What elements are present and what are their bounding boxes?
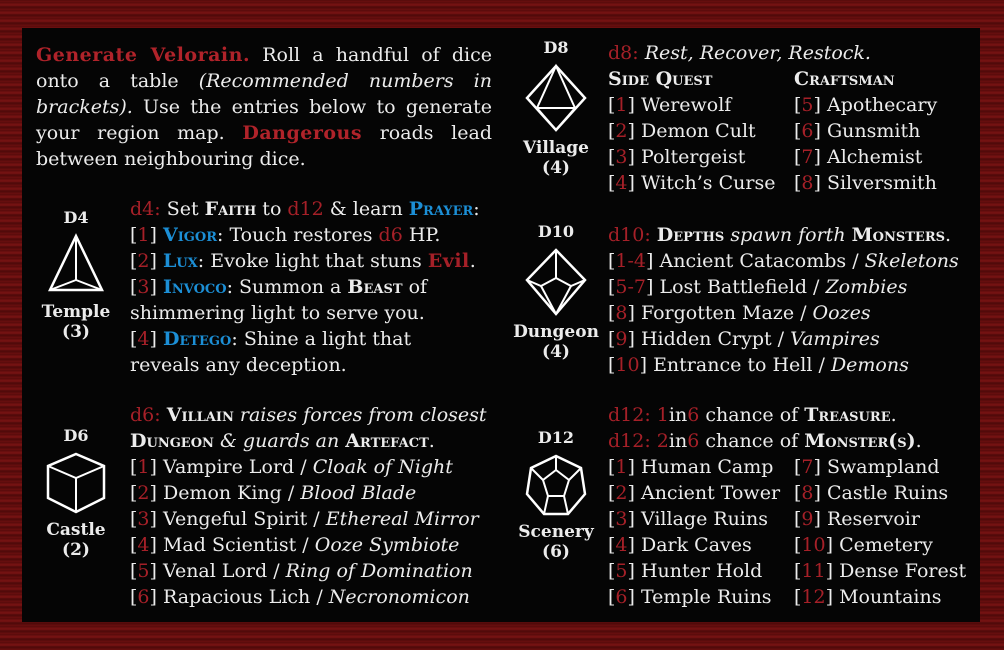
item-text: Ancient Catacombs / — [659, 250, 865, 272]
d4-heading-text: & learn — [323, 198, 409, 220]
item-number: 6 — [137, 586, 150, 608]
d12-label: Scenery — [518, 522, 594, 542]
d4-heading-text: Set — [160, 198, 205, 220]
d10-label: Dungeon — [513, 322, 599, 342]
d12-heading-text: chance of — [699, 404, 805, 426]
item-text: Lost Battlefield / — [659, 276, 826, 298]
d6-icon — [44, 450, 108, 516]
d8-heading-code: d8: — [608, 42, 639, 64]
d12-heading-n: 2 — [656, 430, 669, 452]
item-number: 2 — [615, 482, 628, 504]
intro-title: Generate Velorain. — [36, 44, 251, 66]
d10-item: [8] Forgotten Maze / Oozes — [608, 302, 871, 324]
d10-section — [608, 222, 974, 378]
item-text: : Shine a light that — [231, 328, 412, 350]
d12-heading-text: in — [668, 404, 688, 426]
d12-item: [12] Mountains — [794, 586, 942, 608]
d8-item: [2] Demon Cult — [608, 120, 756, 142]
item-number: 3 — [615, 508, 628, 530]
item-text-italic: Zombies — [825, 276, 908, 298]
d12-heading-m: 6 — [687, 430, 700, 452]
d4-item: [3] Invoco: Summon a Beast of — [130, 276, 428, 298]
item-text-italic: Blood Blade — [300, 482, 417, 504]
item-text: Reservoir — [826, 508, 920, 530]
d12-code: D12 — [537, 428, 575, 447]
d8-section — [608, 40, 974, 196]
intro-paragraph — [36, 42, 492, 172]
item-text: Forgotten Maze / — [640, 302, 813, 324]
item-number: 2 — [137, 250, 150, 272]
side-quest-title: Side Quest — [608, 68, 713, 90]
d8-columns — [608, 66, 974, 196]
item-text: . — [469, 250, 476, 272]
d8-col-side-quest — [608, 66, 794, 196]
item-text-italic: Skeletons — [864, 250, 959, 272]
d8-item: [7] Alchemist — [794, 146, 923, 168]
monster-word: Monster(s) — [804, 430, 916, 452]
d6-item: [6] Rapacious Lich / Necronomicon — [130, 586, 470, 608]
d4-item-continued: shimmering light to serve you. — [130, 302, 425, 324]
prayer-name: Detego — [162, 328, 232, 350]
d12-heading-text: . — [915, 430, 922, 452]
item-number: 9 — [801, 508, 814, 530]
item-text: Silversmith — [826, 172, 937, 194]
monsters-word: Monsters — [851, 224, 946, 246]
item-number: 9 — [615, 328, 628, 350]
d12-item: [8] Castle Ruins — [794, 482, 949, 504]
d12-col-2 — [794, 454, 966, 610]
d8-item: [8] Silversmith — [794, 172, 937, 194]
item-text-italic: Ooze Symbiote — [314, 534, 460, 556]
d4-die — [34, 208, 118, 342]
d12-item: [1] Human Camp — [608, 456, 774, 478]
item-number: 12 — [801, 586, 826, 608]
item-number: 1 — [137, 224, 150, 246]
item-text: Ancient Tower — [640, 482, 781, 504]
item-text: HP. — [402, 224, 441, 246]
item-text: Castle Ruins — [826, 482, 949, 504]
d10-item: [1-4] Ancient Catacombs / Skeletons — [608, 250, 959, 272]
item-number: 5 — [137, 560, 150, 582]
item-text: Cemetery — [839, 534, 933, 556]
d6-heading — [130, 428, 496, 454]
item-number: 5-7 — [615, 276, 647, 298]
d12-heading-treasure — [608, 402, 974, 428]
item-text: Dense Forest — [839, 560, 967, 582]
item-number: 3 — [615, 146, 628, 168]
d4-item: [2] Lux: Evoke light that stuns Evil. — [130, 250, 476, 272]
item-text-italic: Cloak of Night — [312, 456, 453, 478]
d12-die — [510, 428, 602, 562]
item-text-italic: Vampires — [790, 328, 880, 350]
item-number: 7 — [801, 456, 814, 478]
item-highlight: d6 — [378, 224, 403, 246]
intro-text-italic: (Recommended numbers in brackets). — [36, 70, 492, 118]
item-number: 5 — [801, 94, 814, 116]
d6-heading-text: & guards an — [213, 430, 346, 452]
item-number: 1 — [615, 94, 628, 116]
item-text: Rapacious Lich / — [162, 586, 329, 608]
d10-code: D10 — [537, 222, 575, 241]
d8-count: (4) — [542, 158, 570, 178]
d8-item: [1] Werewolf — [608, 94, 732, 116]
item-number: 8 — [801, 482, 814, 504]
item-text-italic: Necronomicon — [328, 586, 470, 608]
d12-heading-monster — [608, 428, 974, 454]
craftsman-title: Craftsman — [794, 68, 895, 90]
item-number: 2 — [615, 120, 628, 142]
item-text: Vengeful Spirit / — [162, 508, 326, 530]
treasure-word: Treasure — [804, 404, 891, 426]
item-text: Poltergeist — [640, 146, 746, 168]
d12-item: [2] Ancient Tower — [608, 482, 781, 504]
item-text: Entrance to Hell / — [653, 354, 831, 376]
d6-item: [3] Vengeful Spirit / Ethereal Mirror — [130, 508, 479, 530]
item-text-italic: Ethereal Mirror — [325, 508, 479, 530]
dangerous-word: Dangerous — [242, 122, 363, 144]
d12-item: [6] Temple Ruins — [608, 586, 772, 608]
dungeon-word: Dungeon — [130, 430, 214, 452]
item-text: : Touch restores — [217, 224, 379, 246]
item-text: Gunsmith — [826, 120, 921, 142]
d12-section — [608, 402, 974, 610]
item-text: Human Camp — [640, 456, 774, 478]
item-number: 5 — [615, 560, 628, 582]
item-text: Mountains — [839, 586, 942, 608]
d10-heading-text: spawn forth — [724, 224, 852, 246]
d4-item-continued: reveals any deception. — [130, 354, 347, 376]
d12-item: [5] Hunter Hold — [608, 560, 763, 582]
d6-label: Castle — [46, 520, 106, 540]
d4-heading-code: d4: — [130, 198, 161, 220]
d10-item: [10] Entrance to Hell / Demons — [608, 354, 909, 376]
d6-item: [2] Demon King / Blood Blade — [130, 482, 417, 504]
item-text-italic: Demons — [830, 354, 909, 376]
d4-label: Temple — [41, 302, 111, 322]
d6-code: D6 — [63, 426, 89, 445]
d4-count: (3) — [62, 322, 90, 342]
prayer-name: Invoco — [162, 276, 227, 298]
d12-heading-code: d12: — [608, 404, 651, 426]
d6-item: [4] Mad Scientist / Ooze Symbiote — [130, 534, 460, 556]
d6-item: [5] Venal Lord / Ring of Domination — [130, 560, 473, 582]
item-number: 10 — [801, 534, 826, 556]
d12-col-1 — [608, 454, 794, 610]
d6-heading-code: d6: — [130, 404, 161, 426]
item-text: Apothecary — [826, 94, 938, 116]
item-text: : Summon a — [226, 276, 348, 298]
item-text-italic: Oozes — [812, 302, 871, 324]
item-number: 4 — [137, 328, 150, 350]
item-text: Demon Cult — [640, 120, 756, 142]
d12-heading-text: in — [668, 430, 688, 452]
item-number: 11 — [801, 560, 826, 582]
d12-item: [10] Cemetery — [794, 534, 933, 556]
d12-heading-code: d12: — [608, 430, 651, 452]
item-text: Dark Caves — [640, 534, 752, 556]
d4-heading-text: : — [473, 198, 480, 220]
d12-item: [11] Dense Forest — [794, 560, 967, 582]
item-highlight: Beast — [347, 276, 403, 298]
item-number: 4 — [615, 172, 628, 194]
item-text-italic: Ring of Domination — [285, 560, 473, 582]
d4-heading-text: to — [256, 198, 288, 220]
d10-heading-text: . — [945, 224, 952, 246]
d8-item: [6] Gunsmith — [794, 120, 921, 142]
artefact-word: Artefact — [345, 430, 429, 452]
item-number: 2 — [137, 482, 150, 504]
d6-die — [34, 426, 118, 560]
d8-label: Village — [523, 138, 589, 158]
item-highlight: Evil — [427, 250, 470, 272]
d6-count: (2) — [62, 540, 90, 560]
item-text: Witch’s Curse — [640, 172, 776, 194]
item-number: 10 — [615, 354, 640, 376]
d12-item: [9] Reservoir — [794, 508, 920, 530]
item-number: 6 — [615, 586, 628, 608]
d8-heading — [608, 40, 974, 66]
d6-heading-text: raises forces from closest — [233, 404, 487, 426]
d12-item: [7] Swampland — [794, 456, 940, 478]
d10-heading-code: d10: — [608, 224, 651, 246]
item-text: Swampland — [826, 456, 940, 478]
prayer-name: Lux — [162, 250, 198, 272]
d8-heading-text: Rest, Recover, Restock. — [638, 42, 871, 64]
d10-item: [9] Hidden Crypt / Vampires — [608, 328, 880, 350]
item-text: Hidden Crypt / — [640, 328, 791, 350]
d10-count: (4) — [542, 342, 570, 362]
d10-icon — [523, 246, 589, 318]
d8-die — [514, 38, 598, 178]
d10-die — [510, 222, 602, 362]
item-text: of — [402, 276, 428, 298]
intro-text: roads lead between neighbouring dice. — [36, 122, 492, 170]
item-text: Village Ruins — [640, 508, 768, 530]
item-number: 7 — [801, 146, 814, 168]
item-number: 1-4 — [615, 250, 647, 272]
d8-icon — [523, 62, 589, 134]
item-text: Temple Ruins — [640, 586, 772, 608]
item-text: Alchemist — [826, 146, 923, 168]
item-number: 6 — [801, 120, 814, 142]
d12-columns — [608, 454, 974, 610]
d4-item: [4] Detego: Shine a light that — [130, 328, 412, 350]
d10-item: [5-7] Lost Battlefield / Zombies — [608, 276, 908, 298]
item-number: 1 — [137, 456, 150, 478]
d4-icon — [46, 232, 106, 298]
d8-item: [4] Witch’s Curse — [608, 172, 776, 194]
d12-heading-n: 1 — [656, 404, 669, 426]
d6-section — [130, 402, 496, 610]
d4-item: [1] Vigor: Touch restores d6 HP. — [130, 224, 441, 246]
d4-section — [130, 196, 496, 378]
villain-word: Villain — [166, 404, 234, 426]
item-text: Demon King / — [162, 482, 301, 504]
d4-code: D4 — [63, 208, 89, 227]
item-number: 4 — [615, 534, 628, 556]
item-number: 3 — [137, 276, 150, 298]
d12-heading-text: . — [890, 404, 897, 426]
d12-item: [3] Village Ruins — [608, 508, 768, 530]
prayer-word: Prayer — [408, 198, 474, 220]
faith-word: Faith — [204, 198, 257, 220]
item-text: : Evoke light that stuns — [197, 250, 428, 272]
item-number: 3 — [137, 508, 150, 530]
d12-heading-text: chance of — [699, 430, 805, 452]
d10-heading — [608, 222, 974, 248]
item-number: 8 — [801, 172, 814, 194]
d12-item: [4] Dark Caves — [608, 534, 752, 556]
item-text: Mad Scientist / — [162, 534, 315, 556]
item-text: Venal Lord / — [162, 560, 286, 582]
d12-heading-m: 6 — [687, 404, 700, 426]
d8-code: D8 — [543, 38, 569, 57]
intro-text: Roll a handful of dice onto a table — [36, 44, 492, 92]
d12-icon — [523, 452, 589, 518]
d6-item: [1] Vampire Lord / Cloak of Night — [130, 456, 453, 478]
d12-word: d12 — [287, 198, 324, 220]
item-number: 8 — [615, 302, 628, 324]
intro-text: Use the entries below to generate your region map. — [36, 96, 492, 144]
prayer-name: Vigor — [162, 224, 218, 246]
depths-word: Depths — [656, 224, 725, 246]
d8-col-craftsman — [794, 66, 937, 196]
d12-count: (6) — [542, 542, 570, 562]
item-number: 1 — [615, 456, 628, 478]
d8-item: [5] Apothecary — [794, 94, 938, 116]
d4-heading — [130, 196, 496, 222]
item-text: Vampire Lord / — [162, 456, 313, 478]
d6-heading — [130, 402, 496, 428]
item-text: Werewolf — [640, 94, 732, 116]
item-number: 4 — [137, 534, 150, 556]
item-text: Hunter Hold — [640, 560, 763, 582]
d6-heading-text: . — [428, 430, 435, 452]
d8-item: [3] Poltergeist — [608, 146, 746, 168]
